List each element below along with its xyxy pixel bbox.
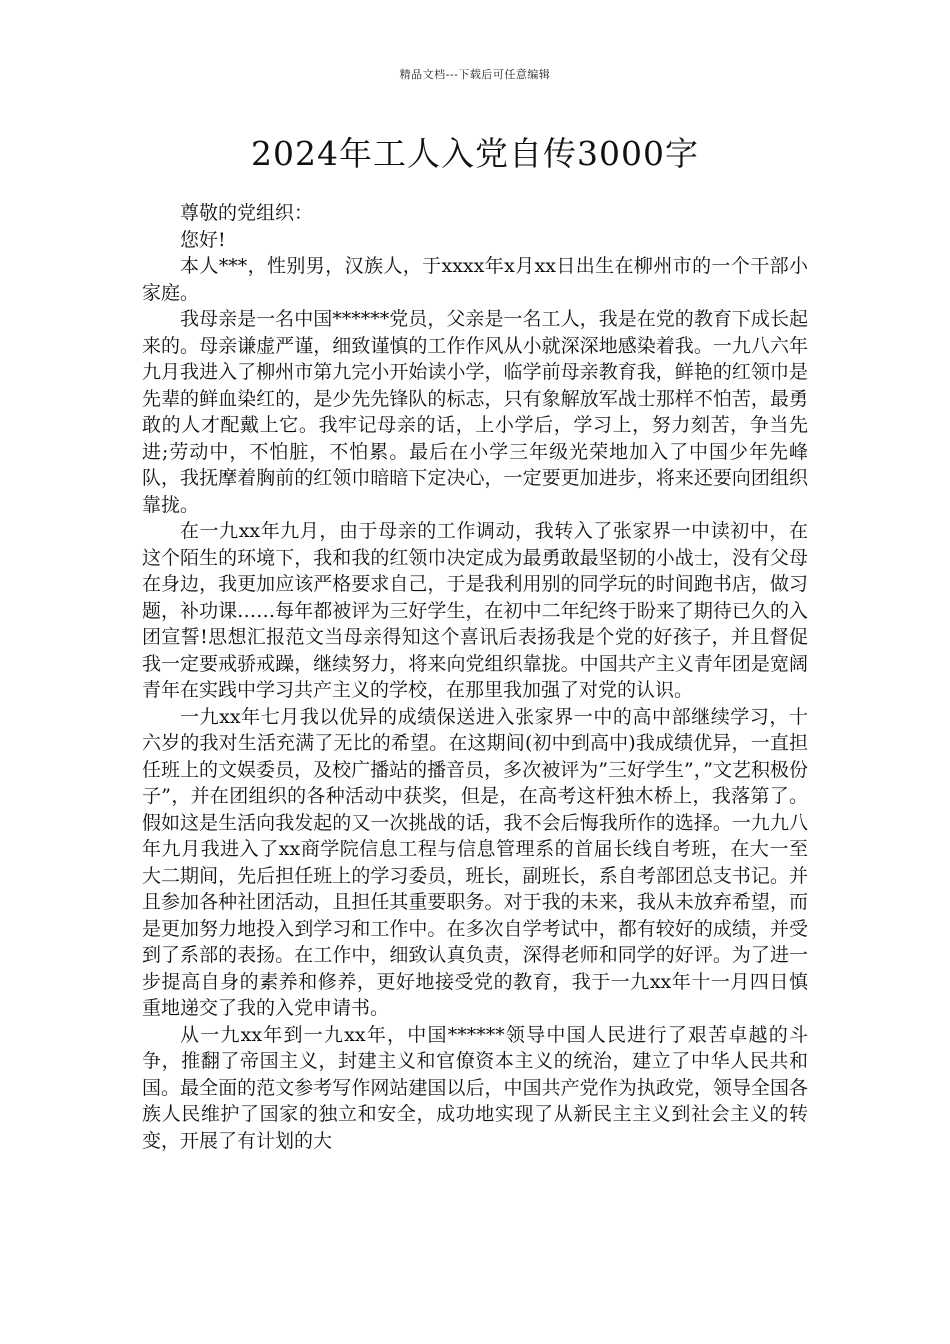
document-body — [142, 200, 808, 1154]
paragraph: 从一九xx年到一九xx年，中国******领导中国人民进行了艰苦卓越的斗争，推翻了帝国主义，封建主义和官僚资本主义的统治，建立了中华人民共和国。最全面的范文参考写作网站建国以后，中国共产党作为执政党，领导全国各族人民维护了国家的独立和安全，成功地实现了从新民主主义到社会主义的转变，开展了有计划的大 — [142, 1023, 808, 1152]
paragraph: 在一九xx年九月，由于母亲的工作调动，我转入了张家界一中读初中，在这个陌生的环境下，我和我的红领巾决定成为最勇敢最坚韧的小战士，没有父母在身边，我更加应该严格要求自己，于是我利用别的同学玩的时间跑书店，做习题，补功课……每年都被评为三好学生，在初中二年纪终于盼来了期待已久的入团宣誓!思想汇报范文当母亲得知这个喜讯后表扬我是个党的好孩子，并且督促我一定要戒骄戒躁，继续努力，将来向党组织靠拢。中国共产主义青年团是宽阔青年在实践中学习共产主义的学校，在那里我加强了对党的认识。 — [142, 520, 808, 701]
header-note: 精品文档---下载后可任意编辑 — [399, 68, 551, 81]
salutation: 尊敬的党组织： — [180, 202, 314, 224]
paragraph: 本人***，性别男，汉族人，于xxxx年x月xx日出生在柳州市的一个干部小家庭。 — [142, 255, 808, 304]
paragraph: 一九xx年七月我以优异的成绩保送进入张家界一中的高中部继续学习，十六岁的我对生活充满了无比的希望。在这期间(初中到高中)我成绩优异，一直担任班上的文娱委员，及校广播站的播音员，多次被评为”三好学生”，”文艺积极份子”，并在团组织的各种活动中获奖，但是，在高考这杆独木桥上，我落第了。假如这是生活向我发起的又一次挑战的话，我不会后悔我所作的选择。一九九八年九月我进入了xx商学院信息工程与信息管理系的首届长线自考班，在大一至大二期间，先后担任班上的学习委员，班长，副班长，系自考部团总支书记。并且参加各种社团活动，且担任其重要职务。对于我的未来，我从未放弃希望，而是更加努力地投入到学习和工作中。在多次自学考试中，都有较好的成绩，并受到了系部的表扬。在工作中，细致认真负责，深得老师和同学的好评。为了进一步提高自身的素养和修养，更好地接受党的教育，我于一九xx年十一月四日慎重地递交了我的入党申请书。 — [142, 705, 808, 1019]
paragraph: 我母亲是一名中国******党员，父亲是一名工人，我是在党的教育下成长起来的。母亲谦虚严谨，细致谨慎的工作作风从小就深深地感染着我。一九八六年九月我进入了柳州市第九完小开始读小学，临学前母亲教育我，鲜艳的红领巾是先辈的鲜血染红的，是少先先锋队的标志，只有象解放军战士那样不怕苦，最勇敢的人才配戴上它。我牢记母亲的话，上小学后，学习上，努力刻苦，争当先进;劳动中，不怕脏，不怕累。最后在小学三年级光荣地加入了中国少年先峰队，我抚摩着胸前的红领巾暗暗下定决心，一定要更加进步，将来还要向团组织靠拢。 — [142, 308, 808, 516]
document-title: 2024年工人入党自传3000字 — [251, 134, 699, 173]
greeting: 您好! — [180, 228, 226, 251]
